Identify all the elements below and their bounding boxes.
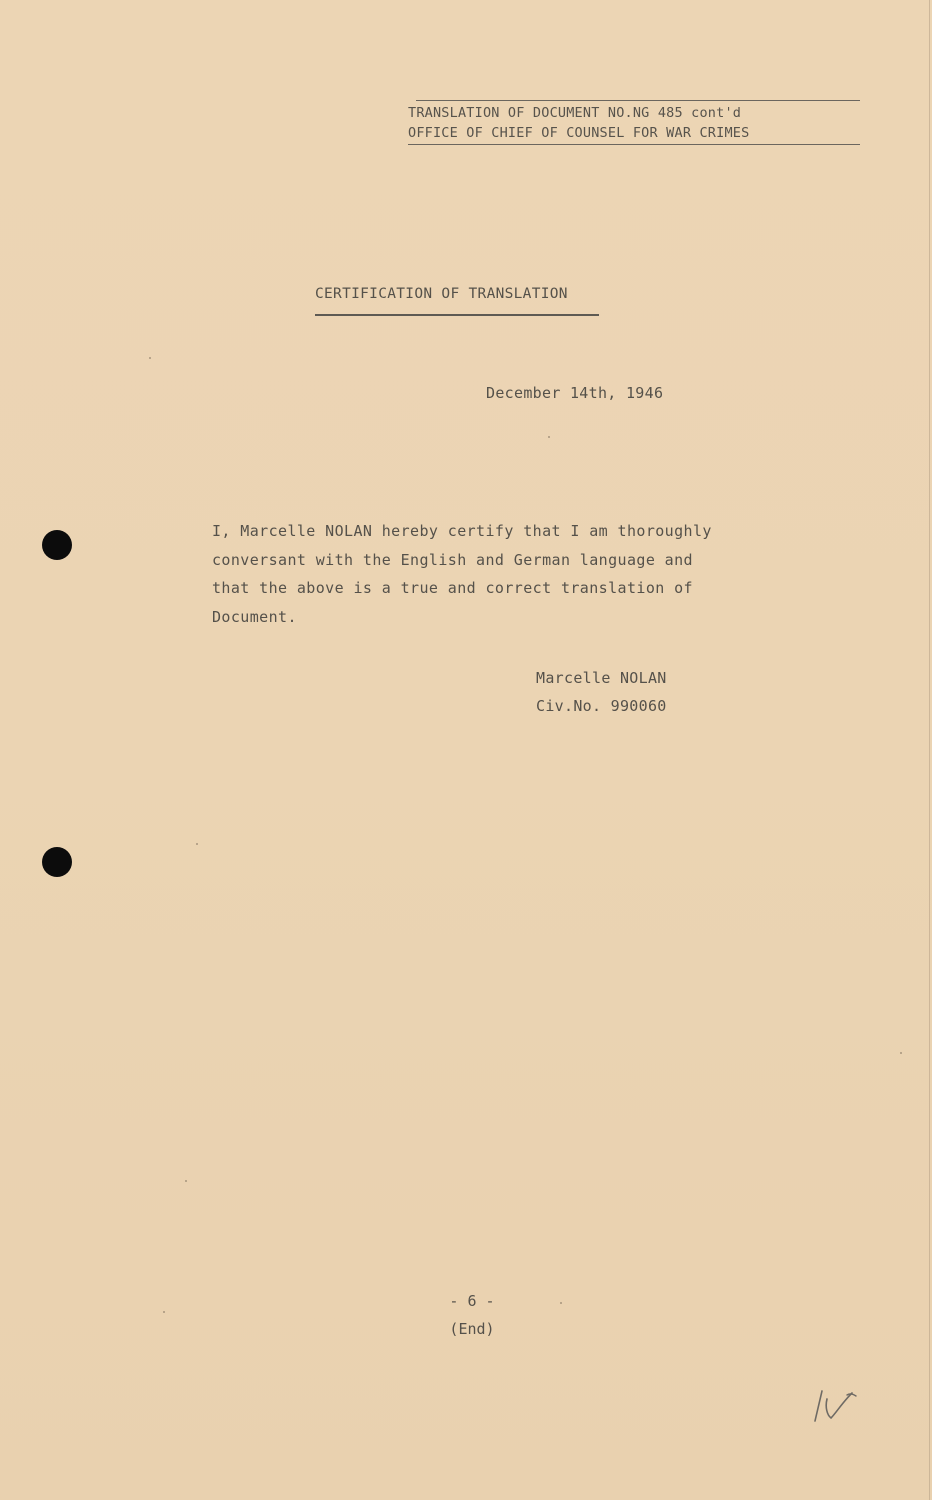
punch-hole-top — [42, 530, 72, 560]
end-marker: (End) — [449, 1320, 495, 1338]
paper-speck — [163, 1311, 165, 1313]
page-edge — [929, 0, 930, 1500]
header-line-office: OFFICE OF CHIEF OF COUNSEL FOR WAR CRIMES — [408, 123, 860, 145]
header-top-rule — [416, 100, 860, 101]
title-underline — [315, 314, 599, 316]
civilian-number: Civ.No. 990060 — [536, 697, 667, 715]
document-header — [408, 100, 860, 145]
paper-speck — [185, 1180, 187, 1182]
paper-speck — [149, 357, 151, 359]
punch-hole-bottom — [42, 847, 72, 877]
certification-title: CERTIFICATION OF TRANSLATION — [315, 286, 568, 302]
signature-block — [536, 664, 667, 720]
certification-body — [212, 517, 772, 631]
header-line-translation: TRANSLATION OF DOCUMENT NO.NG 485 cont'd — [408, 105, 742, 121]
body-line: Document. — [212, 607, 297, 626]
page-footer — [442, 1287, 502, 1343]
paper-speck — [548, 436, 550, 438]
handwritten-page-mark — [812, 1383, 862, 1427]
signatory-name: Marcelle NOLAN — [536, 669, 667, 687]
paper-speck — [900, 1052, 902, 1054]
page-number: - 6 - — [449, 1292, 495, 1310]
body-line: I, Marcelle NOLAN hereby certify that I am thoroughly — [212, 522, 712, 540]
paper-speck — [560, 1302, 562, 1304]
paper-speck — [196, 843, 198, 845]
body-line: conversant with the English and German language and — [212, 550, 693, 569]
certification-date: December 14th, 1946 — [486, 384, 664, 402]
body-line: that the above is a true and correct translation of — [212, 579, 693, 597]
